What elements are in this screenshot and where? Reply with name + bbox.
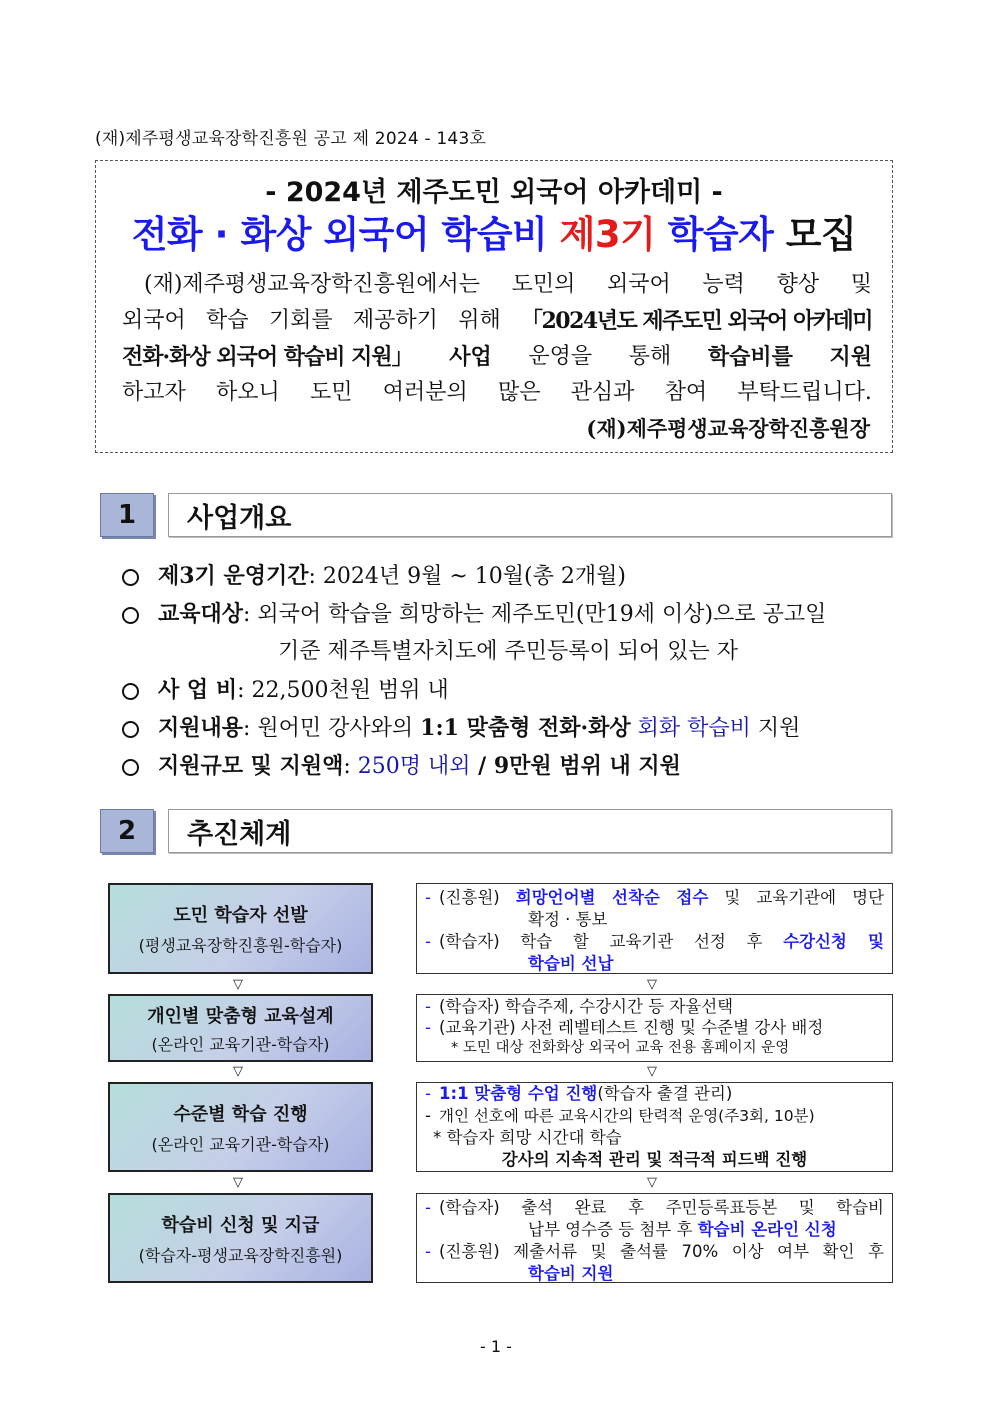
overview-item-period: 제3기 운영기간: 2024년 9월 ~ 10월(총 2개월) — [122, 557, 894, 595]
section-1-title: 사업개요 — [168, 493, 892, 537]
section-1-number: 1 — [100, 493, 154, 537]
flow-arrow-icon: ▽ — [233, 1175, 243, 1190]
title-part-2: 제3기 — [559, 213, 656, 256]
title-part-3: 학습자 — [655, 213, 774, 256]
flow-step-4: 학습비 신청 및 지급 (학습자-평생교육장학진흥원) — [108, 1193, 373, 1283]
paragraph-line-1: (재)제주평생교육장학진흥원에서는 도민의 외국어 능력 향상 및 — [144, 272, 872, 297]
flow-arrow-icon: ▽ — [647, 977, 657, 992]
circle-bullet-icon — [122, 683, 139, 700]
overview-item-target-continued: 기준 제주특별자치도에 주민등록이 되어 있는 자 — [278, 639, 739, 664]
announcement-subtitle: - 2024년 제주도민 외국어 아카데미 - — [265, 177, 723, 208]
notice-number: (재)제주평생교육장학진흥원 공고 제 2024 - 143호 — [95, 129, 487, 149]
announcement-paragraph — [122, 267, 872, 411]
overview-item-content: 지원내용: 원어민 강사와의 1:1 맞춤형 전화·화상 회화 학습비 지원 — [122, 709, 894, 747]
flow-arrow-icon: ▽ — [647, 1175, 657, 1190]
flow-arrow-icon: ▽ — [647, 1064, 657, 1079]
paragraph-line-4: 하고자 하오니 도민 여러분의 많은 관심과 참여 부탁드립니다. — [122, 380, 872, 405]
flow-arrow-icon: ▽ — [233, 1064, 243, 1079]
overview-item-scale: 지원규모 및 지원액: 250명 내외 / 9만원 범위 내 지원 — [122, 747, 894, 785]
flow-detail-1: - (진흥원) 희망언어별 선착순 접수 및 교육기관에 명단 확정 · 통보 - (학습자) 학습 할 교육기관 선정 후 수강신청 및 학습비 선납 — [416, 883, 893, 974]
overview-item-target: 교육대상: 외국어 학습을 희망하는 제주도민(만19세 이상)으로 공고일 — [122, 595, 894, 633]
title-part-4: 모집 — [773, 213, 857, 256]
circle-bullet-icon — [122, 569, 139, 586]
page-number: - 1 - — [480, 1337, 512, 1356]
circle-bullet-icon — [122, 759, 139, 776]
section-2-title: 추진체계 — [168, 809, 892, 853]
paragraph-line-3: 전화·화상 외국어 학습비 지원」 사업 운영을 통해 학습비를 지원 — [122, 344, 872, 370]
circle-bullet-icon — [122, 721, 139, 738]
paragraph-line-2: 외국어 학습 기회를 제공하기 위해 「2024년도 제주도민 외국어 아카데미 — [122, 308, 872, 334]
flow-detail-4: - (학습자) 출석 완료 후 주민등록표등본 및 학습비 납부 영수증 등 첨부 후 학습비 온라인 신청 - (진흥원) 제출서류 및 출석률 70% 이상 여부 확인 후 학습비 지원 — [416, 1193, 893, 1283]
announcement-signer: (재)제주평생교육장학진흥원장 — [586, 416, 870, 441]
flow-detail-2: - (학습자) 학습주제, 수강시간 등 자율선택 - (교육기관) 사전 레벨테스트 진행 및 수준별 강사 배정 * 도민 대상 전화화상 외국어 교육 전용 홈페이지 운영 — [416, 994, 893, 1062]
title-part-1: 전화 · 화상 외국어 학습비 — [131, 213, 560, 256]
flow-arrow-icon: ▽ — [233, 977, 243, 992]
overview-list — [122, 557, 894, 785]
section-2-number: 2 — [100, 809, 154, 853]
announcement-title — [95, 204, 893, 258]
circle-bullet-icon — [122, 607, 139, 624]
flow-step-3: 수준별 학습 진행 (온라인 교육기관-학습자) — [108, 1082, 373, 1172]
flow-step-2: 개인별 맞춤형 교육설계 (온라인 교육기관-학습자) — [108, 994, 373, 1062]
flow-detail-3: - 1:1 맞춤형 수업 진행(학습자 출결 관리) - 개인 선호에 따른 교육시간의 탄력적 운영(주3회, 10분) * 학습자 희망 시간대 학습 강사의 지속적 관리 및 적극적 피드백 진행 — [416, 1082, 893, 1172]
flow-step-1: 도민 학습자 선발 (평생교육장학진흥원-학습자) — [108, 883, 373, 974]
overview-item-budget: 사 업 비: 22,500천원 범위 내 — [122, 671, 894, 709]
